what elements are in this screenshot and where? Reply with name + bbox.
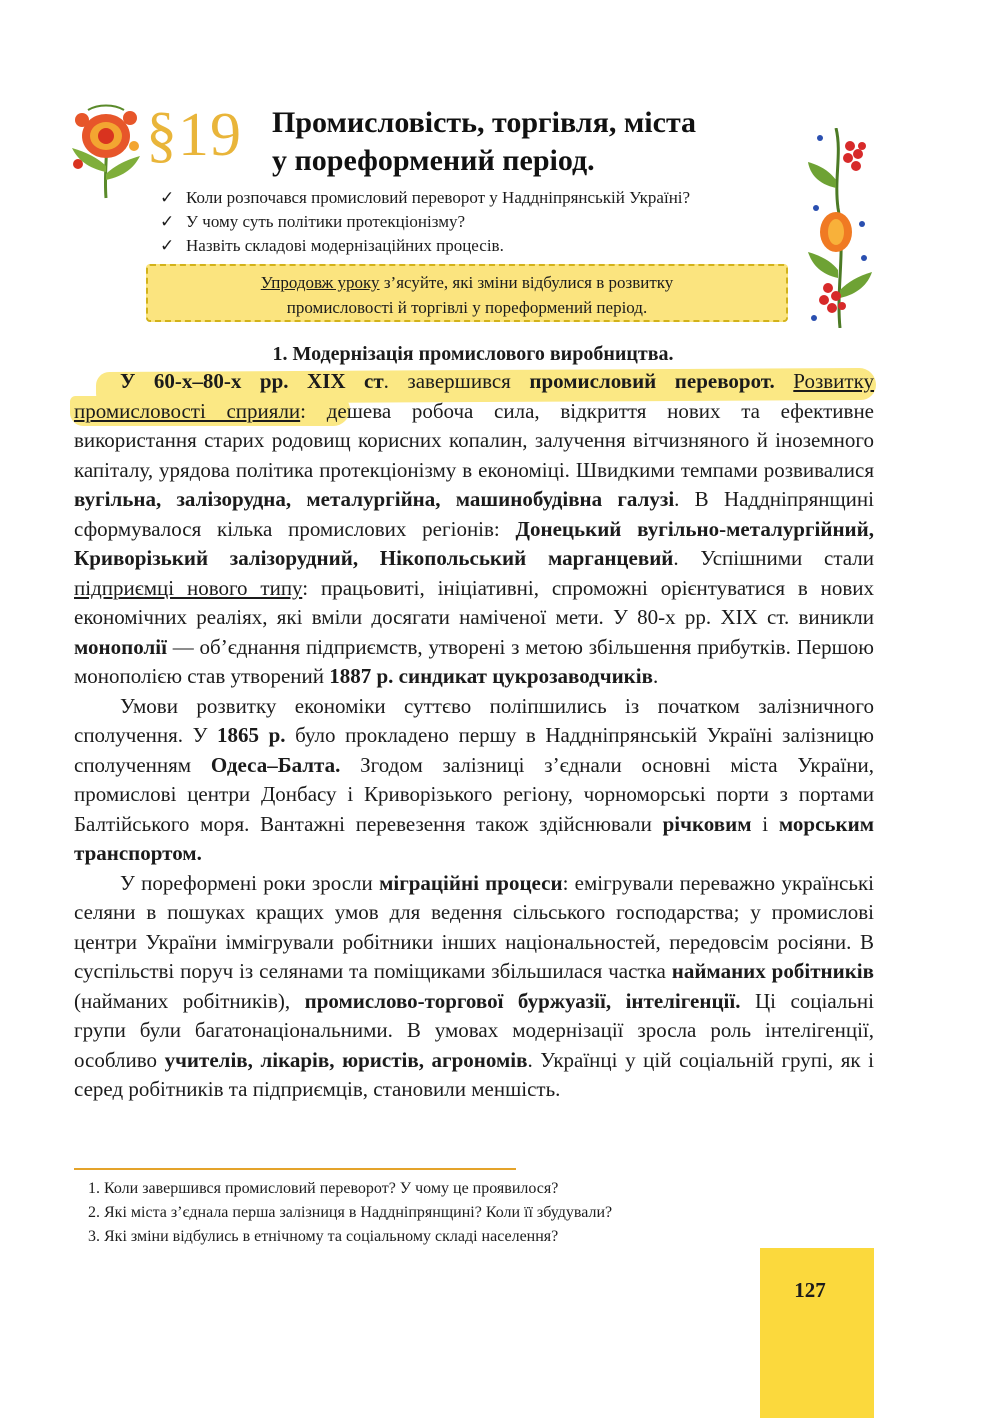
intro-questions bbox=[160, 186, 690, 258]
section-heading: 1. Модернізація промислового виробництва. bbox=[272, 343, 674, 365]
review-question-3: 3. Які зміни відбулись в етнічному та соціальному складі населення? bbox=[88, 1228, 559, 1245]
divider bbox=[74, 1168, 516, 1170]
checkmark-icon: ✓ bbox=[160, 188, 175, 207]
checkmark-icon: ✓ bbox=[160, 236, 175, 255]
lesson-goal-box: Упродовж уроку з’ясуйте, які зміни відбулися в розвитку промисловості й торгівлі у пореформений період. bbox=[146, 264, 788, 322]
page-number: 127 bbox=[794, 1278, 826, 1302]
paragraph-1: У 60-х–80-х рр. XIX ст. завершився промисловий переворот. Розвитку промисловості сприяли: дешева робоча сила, відкриття нових та ефективне використання старих родовищ корисних копалин, залучення вітчизняного й іноземного капіталу, урядова політика протекціонізму в економіці. Швидкими темпами розвивалися вугільна, залізорудна, металургійна, машинобудівна галузі. В Наддніпрянщині сформувалося кілька промислових регіонів: Донецький вугільно-металургійний, Криворізький залізорудний, Нікопольський марганцевий. Успішними стали підприємці нового типу: працьовиті, ініціативні, спроможні орієнтуватися в нових економічних реаліях, які вміли досягати наміченої мети. У 80-х рр. XIX ст. виникли монополії — об’єднання підприємств, утворені з метою збільшення прибутків. Першою монополією став утворений 1887 р. синдикат цукрозаводчиків. bbox=[74, 369, 875, 688]
intro-question-1: ✓ Коли розпочався промисловий переворот у Наддніпрянській Україні? bbox=[160, 186, 690, 210]
intro-question-3: ✓ Назвіть складові модернізаційних процесів. bbox=[160, 234, 690, 258]
paragraph-2: Умови розвитку економіки суттєво поліпшились із початком залізничного сполучення. У 1865 р. було прокладено першу в Наддніпрянській Україні залізницю сполученням Одеса–Балта. Згодом залізниці з’єднали основні міста України, промислові центри Донбасу і Криворізького регіону, чорноморські порти з портами Балтійського моря. Вантажні перевезення також здійснювали річковим і морським транспортом. bbox=[74, 693, 874, 865]
review-questions bbox=[88, 1177, 612, 1249]
goal-underlined: Упродовж уроку bbox=[260, 273, 380, 292]
section-number: §19 bbox=[146, 101, 242, 169]
main-text bbox=[74, 367, 874, 1105]
title-line-1: Промисловість, торгівля, міста bbox=[272, 106, 697, 139]
intro-question-2: ✓ У чому суть політики протекціонізму? bbox=[160, 210, 690, 234]
review-question-1: 1. Коли завершився промисловий переворот? У чому це проявилося? bbox=[88, 1180, 559, 1197]
petrykivka-branch-ornament-right bbox=[806, 128, 874, 328]
paragraph-3: У пореформені роки зросли міграційні процеси: емігрували переважно українські селяни в пошуках кращих умов для ведення сільського господарства; у промислові центри України іммігрували робітники інших національностей, передовсім росіяни. В суспільстві поруч із селянами та поміщиками збільшилася частка найманих робітників (найманих робітників), промислово-торгової буржуазії, інтелігенції. Ці соціальні групи були багатонаціональними. В умовах модернізації зросла роль інтелігенції, особливо учителів, лікарів, юристів, агрономів. Українці у цій соціальній групі, як і серед робітників та підприємців, становили меншість. bbox=[74, 870, 875, 1101]
title-line-2: у пореформений період. bbox=[272, 144, 595, 177]
review-question-2: 2. Які міста з’єднала перша залізниця в Наддніпрянщині? Коли її збудували? bbox=[88, 1204, 613, 1221]
checkmark-icon: ✓ bbox=[160, 212, 175, 231]
page-number-tab bbox=[760, 1248, 874, 1418]
petrykivka-flower-ornament-left bbox=[68, 102, 144, 200]
page-title bbox=[272, 104, 696, 180]
